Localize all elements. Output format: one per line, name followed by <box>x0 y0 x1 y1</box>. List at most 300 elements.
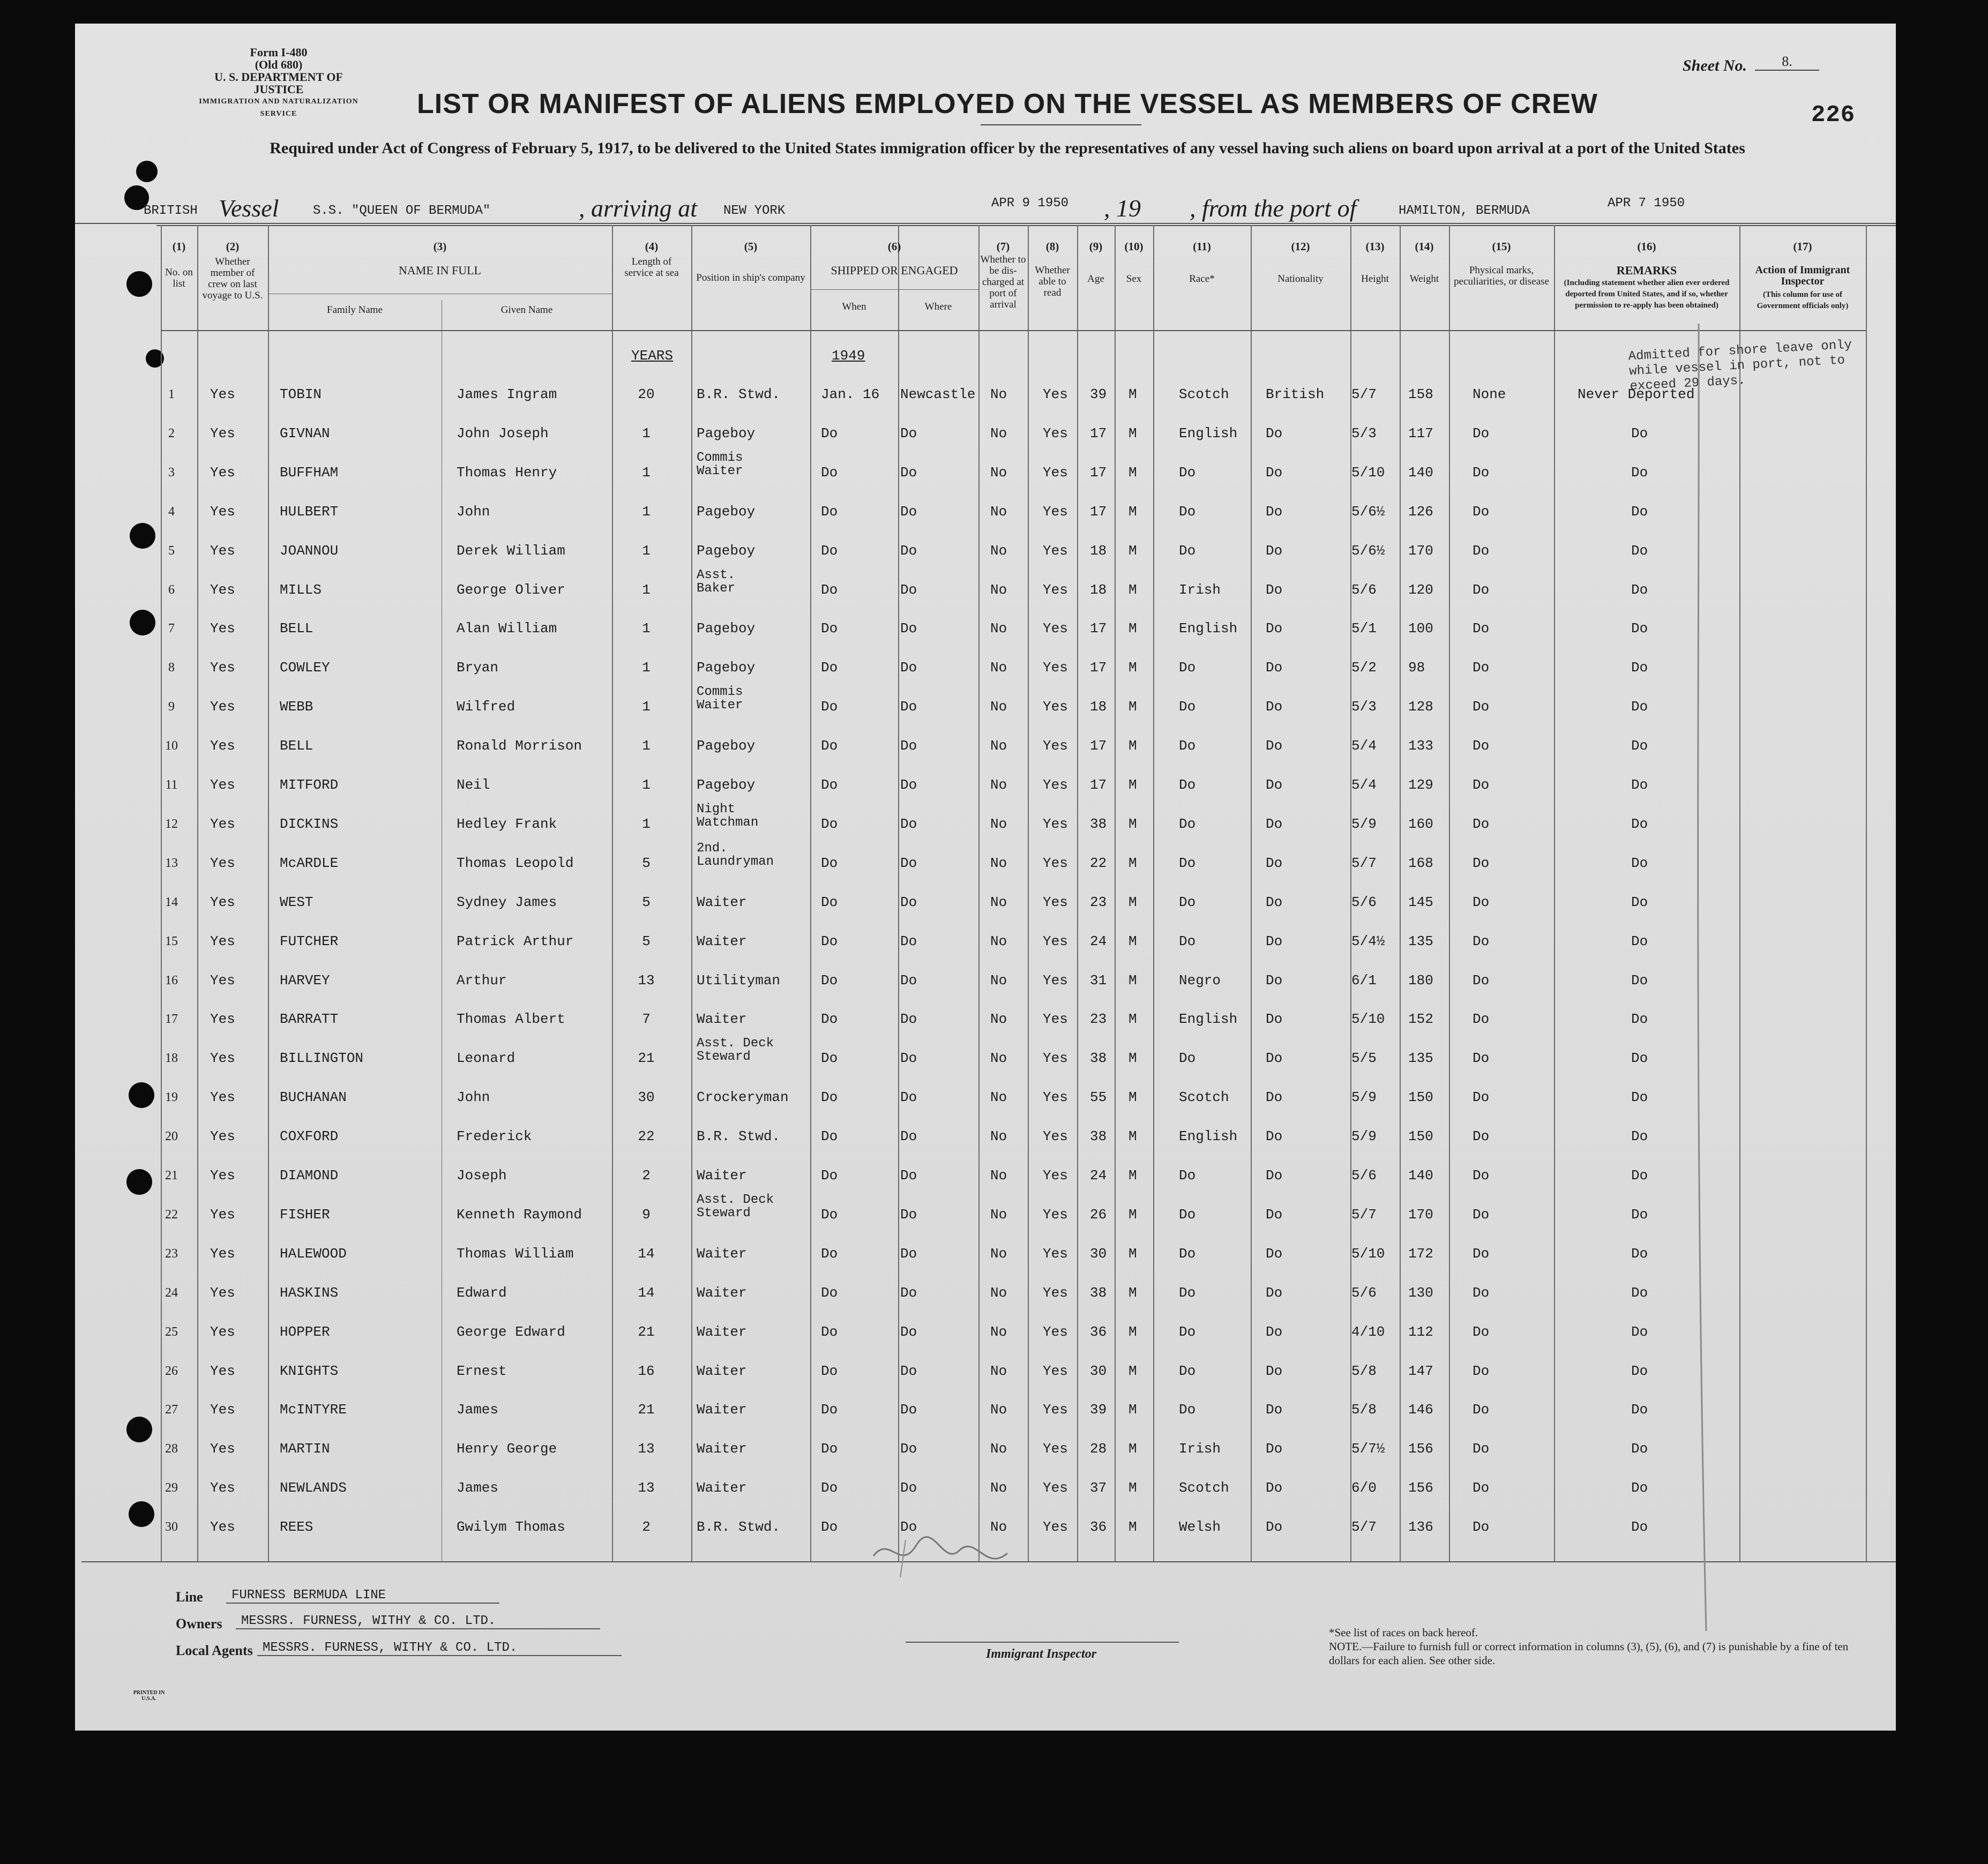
position: Waiter <box>697 1402 747 1418</box>
row-number: 8 <box>168 661 175 675</box>
nationality: Do <box>1266 1011 1283 1028</box>
weight: 150 <box>1408 1089 1433 1106</box>
remarks: Do <box>1631 1050 1648 1067</box>
col-label-c3-family: Family Name <box>327 304 383 316</box>
race: Do <box>1179 1167 1196 1184</box>
sex: M <box>1128 699 1137 715</box>
length-of-service: 13 <box>638 1441 655 1457</box>
vessel-label: Vessel <box>219 194 279 222</box>
line-label: Line <box>176 1589 203 1605</box>
shipped-when: Do <box>821 972 838 989</box>
physical-marks: Do <box>1473 815 1490 832</box>
height: 5/7½ <box>1351 1441 1385 1457</box>
col-number-c7: (7) <box>996 240 1010 253</box>
vessel-name: S.S. "QUEEN OF BERMUDA" <box>313 204 491 218</box>
given-name: John <box>457 503 490 520</box>
race: Do <box>1179 1284 1196 1301</box>
col-label-c5: Position in ship's company <box>696 272 805 283</box>
sex: M <box>1128 620 1137 637</box>
table-row <box>161 880 1866 919</box>
height: 5/8 <box>1351 1402 1377 1418</box>
weight: 128 <box>1408 699 1433 715</box>
shipped-where: Do <box>900 581 917 598</box>
given-name: Ronald Morrison <box>457 738 582 754</box>
able-to-read: Yes <box>1043 542 1068 559</box>
age: 55 <box>1090 1089 1107 1106</box>
crew-last-voyage: Yes <box>210 1284 235 1301</box>
shipped-when: Do <box>821 777 838 793</box>
remarks: Do <box>1631 699 1648 715</box>
table-row <box>161 1231 1866 1270</box>
shipped-where: Do <box>900 738 917 754</box>
position: Asst. Deck Steward <box>697 1192 774 1221</box>
remarks: Do <box>1631 738 1648 754</box>
height: 5/7 <box>1351 1519 1377 1536</box>
physical-marks: Do <box>1473 425 1490 441</box>
sex: M <box>1128 1363 1137 1379</box>
length-of-service: 1 <box>642 699 651 715</box>
punch-hole <box>130 523 155 549</box>
able-to-read: Yes <box>1043 894 1068 910</box>
nationality: Do <box>1266 855 1283 871</box>
row-number: 10 <box>165 739 178 753</box>
sex: M <box>1128 660 1137 676</box>
crew-last-voyage: Yes <box>210 620 235 637</box>
position: Commis Waiter <box>697 450 743 478</box>
given-name: Edward <box>457 1284 507 1301</box>
height: 5/6 <box>1351 894 1377 910</box>
height: 5/7 <box>1351 1206 1377 1223</box>
shipped-when: Do <box>821 1011 838 1028</box>
able-to-read: Yes <box>1043 1363 1068 1379</box>
table-row <box>161 1270 1866 1309</box>
physical-marks: Do <box>1473 894 1490 910</box>
length-of-service: 1 <box>642 815 651 832</box>
weight: 180 <box>1408 972 1433 989</box>
punch-hole <box>126 271 152 297</box>
remarks: Do <box>1631 972 1648 989</box>
table-row <box>161 841 1866 880</box>
family-name: FUTCHER <box>280 933 339 949</box>
family-name: HULBERT <box>280 503 339 520</box>
weight: 150 <box>1408 1128 1433 1145</box>
weight: 133 <box>1408 738 1433 754</box>
nationality: Do <box>1266 738 1283 754</box>
sex: M <box>1128 1011 1137 1028</box>
race: English <box>1179 620 1238 637</box>
race: Do <box>1179 660 1196 676</box>
physical-marks: Do <box>1473 1206 1490 1223</box>
weight: 145 <box>1408 894 1433 910</box>
form-old-number: (Old 680) <box>255 58 303 71</box>
able-to-read: Yes <box>1043 1167 1068 1184</box>
line-value: FURNESS BERMUDA LINE <box>226 1588 499 1604</box>
nationality: Do <box>1266 1089 1283 1106</box>
shipped-where: Do <box>900 1323 917 1340</box>
family-name: COWLEY <box>280 660 330 676</box>
weight: 156 <box>1408 1480 1433 1496</box>
department-name: U. S. DEPARTMENT OF JUSTICE <box>214 70 343 96</box>
shipped-where: Do <box>900 1245 917 1262</box>
age: 38 <box>1090 1128 1107 1145</box>
given-name: Arthur <box>457 972 507 989</box>
given-name: Bryan <box>457 660 499 676</box>
height: 5/10 <box>1351 1245 1385 1262</box>
age: 24 <box>1090 933 1107 949</box>
shipped-where: Do <box>900 1363 917 1379</box>
family-name: McINTYRE <box>280 1402 347 1418</box>
given-name: Frederick <box>457 1128 532 1145</box>
physical-marks: Do <box>1473 1284 1490 1301</box>
race: Do <box>1179 894 1196 910</box>
height: 5/2 <box>1351 660 1377 676</box>
row-number: 4 <box>168 504 175 519</box>
shipped-where: Do <box>900 1050 917 1067</box>
age: 18 <box>1090 542 1107 559</box>
race: English <box>1179 1011 1238 1028</box>
shipped-where: Do <box>900 855 917 871</box>
shipped-when: Do <box>821 1206 838 1223</box>
sex: M <box>1128 1206 1137 1223</box>
age: 37 <box>1090 1480 1107 1496</box>
crew-last-voyage: Yes <box>210 1089 235 1106</box>
crew-last-voyage: Yes <box>210 777 235 793</box>
nationality: Do <box>1266 1284 1283 1301</box>
col-number-c4: (4) <box>645 240 659 253</box>
height: 5/5 <box>1351 1050 1377 1067</box>
discharged-at-port: No <box>990 386 1007 402</box>
col-label-c11: Race* <box>1189 273 1215 285</box>
weight: 156 <box>1408 1441 1433 1457</box>
discharged-at-port: No <box>990 1402 1007 1418</box>
shipped-year-label: 1949 <box>832 348 865 364</box>
remarks: Do <box>1631 503 1648 520</box>
col-label-c16-sub: (Including statement whether alien ever ordered deported from United States, and if so, whether permission to re-apply has been obtained) <box>1564 279 1730 310</box>
col-label-c2: Whether member of crew on last voyage to U.S. <box>202 256 263 301</box>
able-to-read: Yes <box>1043 1245 1068 1262</box>
shipped-when: Do <box>821 660 838 676</box>
row-number: 3 <box>168 465 175 480</box>
header-bottom-rule <box>161 330 1866 331</box>
row-number: 19 <box>165 1090 178 1105</box>
physical-marks: Do <box>1473 464 1490 481</box>
sex: M <box>1128 1323 1137 1340</box>
weight: 168 <box>1408 855 1433 871</box>
length-of-service: 7 <box>642 1011 651 1028</box>
table-row <box>161 1349 1866 1388</box>
position: Pageboy <box>697 738 756 754</box>
age: 17 <box>1090 464 1107 481</box>
row-number: 21 <box>165 1169 178 1182</box>
shipped-where: Do <box>900 1441 917 1457</box>
race: Scotch <box>1179 386 1229 402</box>
shipped-where: Do <box>900 503 917 520</box>
crew-last-voyage: Yes <box>210 1206 235 1223</box>
shipped-when: Do <box>821 1245 838 1262</box>
sex: M <box>1128 855 1137 871</box>
race: Irish <box>1179 1441 1221 1457</box>
crew-last-voyage: Yes <box>210 1519 235 1536</box>
service-name: IMMIGRATION AND NATURALIZATION SERVICE <box>199 98 358 118</box>
weight: 98 <box>1408 660 1425 676</box>
remarks: Do <box>1631 894 1648 910</box>
sex: M <box>1128 581 1137 598</box>
table-row <box>161 762 1866 802</box>
crew-last-voyage: Yes <box>210 738 235 754</box>
race: Welsh <box>1179 1519 1221 1536</box>
length-of-service: 1 <box>642 542 651 559</box>
sex: M <box>1128 1284 1137 1301</box>
discharged-at-port: No <box>990 620 1007 637</box>
weight: 130 <box>1408 1284 1433 1301</box>
family-name: BELL <box>280 620 313 637</box>
printer-mark: PRINTED IN U.S.A. <box>133 1690 165 1702</box>
age: 39 <box>1090 1402 1107 1418</box>
shipped-when: Jan. 16 <box>821 386 880 402</box>
given-name: James <box>457 1402 499 1418</box>
shipped-where: Do <box>900 1284 917 1301</box>
physical-marks: Do <box>1473 1011 1490 1028</box>
length-of-service: 5 <box>642 933 651 949</box>
height: 5/7 <box>1351 855 1377 871</box>
discharged-at-port: No <box>990 1323 1007 1340</box>
shipped-where: Do <box>900 1011 917 1028</box>
physical-marks: Do <box>1473 581 1490 598</box>
col-number-c2: (2) <box>226 240 240 253</box>
height: 5/3 <box>1351 699 1377 715</box>
race: Do <box>1179 1245 1196 1262</box>
length-of-service: 21 <box>638 1050 655 1067</box>
table-top-rule <box>156 225 1896 226</box>
row-number: 11 <box>165 778 178 792</box>
crew-last-voyage: Yes <box>210 581 235 598</box>
row-number: 20 <box>165 1129 178 1144</box>
physical-marks: Do <box>1473 1245 1490 1262</box>
height: 5/9 <box>1351 1128 1377 1145</box>
shipped-when: Do <box>821 1519 838 1536</box>
physical-marks: Do <box>1473 542 1490 559</box>
crew-last-voyage: Yes <box>210 699 235 715</box>
race: Do <box>1179 1363 1196 1379</box>
race: Do <box>1179 1206 1196 1223</box>
family-name: BILLINGTON <box>280 1050 364 1067</box>
given-name: Thomas William <box>457 1245 574 1262</box>
length-of-service: 5 <box>642 894 651 910</box>
physical-marks: Do <box>1473 1480 1490 1496</box>
age: 31 <box>1090 972 1107 989</box>
position: Pageboy <box>697 542 756 559</box>
physical-marks: Do <box>1473 1089 1490 1106</box>
row-number: 18 <box>165 1051 178 1066</box>
sex: M <box>1128 738 1137 754</box>
weight: 172 <box>1408 1245 1433 1262</box>
able-to-read: Yes <box>1043 660 1068 676</box>
sex: M <box>1128 1441 1137 1457</box>
given-name: Ernest <box>457 1363 507 1379</box>
discharged-at-port: No <box>990 855 1007 871</box>
weight: 170 <box>1408 542 1433 559</box>
race: Do <box>1179 777 1196 793</box>
manifest-sheet <box>75 24 1896 1731</box>
row-number: 24 <box>165 1285 178 1300</box>
col-label-c9: Age <box>1087 273 1104 285</box>
table-row <box>161 723 1866 762</box>
given-name: Derek William <box>457 542 565 559</box>
position: 2nd. Laundryman <box>697 841 774 869</box>
given-name: Thomas Albert <box>457 1011 565 1028</box>
age: 24 <box>1090 1167 1107 1184</box>
physical-marks: Do <box>1473 1363 1490 1379</box>
shipped-when: Do <box>821 425 838 441</box>
vessel-flag: BRITISH <box>144 204 198 218</box>
nationality: Do <box>1266 1480 1283 1496</box>
race: English <box>1179 425 1238 441</box>
able-to-read: Yes <box>1043 1323 1068 1340</box>
able-to-read: Yes <box>1043 1441 1068 1457</box>
table-row <box>161 1426 1866 1465</box>
shipped-when: Do <box>821 1323 838 1340</box>
discharged-at-port: No <box>990 660 1007 676</box>
given-name: Hedley Frank <box>457 815 557 832</box>
remarks: Do <box>1631 1089 1648 1106</box>
physical-marks: Do <box>1473 1402 1490 1418</box>
able-to-read: Yes <box>1043 464 1068 481</box>
physical-marks: Do <box>1473 933 1490 949</box>
discharged-at-port: No <box>990 894 1007 910</box>
row-number: 26 <box>165 1364 178 1378</box>
penalty-note: NOTE.—Failure to furnish full or correct information in columns (3), (5), (6), and (7) is punishable by a fine of ten dollars for each alien. See other side. <box>1329 1640 1849 1667</box>
nationality: Do <box>1266 1245 1283 1262</box>
col-number-c3: (3) <box>433 240 447 253</box>
position: Waiter <box>697 1323 747 1340</box>
height: 5/3 <box>1351 425 1377 441</box>
discharged-at-port: No <box>990 1519 1007 1536</box>
able-to-read: Yes <box>1043 815 1068 832</box>
weight: 117 <box>1408 425 1433 441</box>
vessel-info-line <box>75 194 1896 224</box>
physical-marks: Do <box>1473 972 1490 989</box>
crew-last-voyage: Yes <box>210 542 235 559</box>
able-to-read: Yes <box>1043 620 1068 637</box>
able-to-read: Yes <box>1043 699 1068 715</box>
from-port-label: , from the port of <box>1190 194 1357 222</box>
crew-last-voyage: Yes <box>210 1323 235 1340</box>
length-of-service: 22 <box>638 1128 655 1145</box>
col-label-c15: Physical marks, peculiarities, or disease <box>1454 265 1549 287</box>
shipped-when: Do <box>821 503 838 520</box>
sex: M <box>1128 894 1137 910</box>
weight: 147 <box>1408 1363 1433 1379</box>
race: Do <box>1179 1323 1196 1340</box>
owners-label: Owners <box>176 1616 222 1631</box>
age: 17 <box>1090 425 1107 441</box>
nationality: Do <box>1266 464 1283 481</box>
crew-last-voyage: Yes <box>210 815 235 832</box>
height: 5/6½ <box>1351 503 1385 520</box>
local-agents-value: MESSRS. FURNESS, WITHY & CO. LTD. <box>257 1641 622 1656</box>
sex: M <box>1128 1245 1137 1262</box>
height: 5/6 <box>1351 581 1377 598</box>
remarks: Do <box>1631 815 1648 832</box>
race: Do <box>1179 933 1196 949</box>
age: 17 <box>1090 738 1107 754</box>
arrival-date: APR 9 1950 <box>991 196 1069 211</box>
remarks: Do <box>1631 660 1648 676</box>
length-of-service: 1 <box>642 503 651 520</box>
discharged-at-port: No <box>990 1206 1007 1223</box>
col-label-c13: Height <box>1361 273 1389 285</box>
given-name: Kenneth Raymond <box>457 1206 582 1223</box>
punch-hole <box>130 610 155 635</box>
height: 5/4½ <box>1351 933 1385 949</box>
physical-marks: Do <box>1473 660 1490 676</box>
shipped-where: Do <box>900 972 917 989</box>
discharged-at-port: No <box>990 1284 1007 1301</box>
shipped-when: Do <box>821 815 838 832</box>
nationality: Do <box>1266 1402 1283 1418</box>
shipped-where: Do <box>900 660 917 676</box>
col-number-c1: (1) <box>172 240 186 253</box>
weight: 146 <box>1408 1402 1433 1418</box>
position: Pageboy <box>697 425 756 441</box>
table-row <box>161 1153 1866 1192</box>
nationality: Do <box>1266 1050 1283 1067</box>
remarks: Do <box>1631 425 1648 441</box>
nationality: Do <box>1266 815 1283 832</box>
sex: M <box>1128 777 1137 793</box>
able-to-read: Yes <box>1043 1402 1068 1418</box>
col-label-c17: Action of Immigrant Inspector <box>1755 264 1850 287</box>
col-label-c7: Whether to be dis-charged at port of arrival <box>980 254 1026 310</box>
row-number: 23 <box>165 1246 178 1261</box>
family-name: McARDLE <box>280 855 339 871</box>
weight: 136 <box>1408 1519 1433 1536</box>
weight: 140 <box>1408 464 1433 481</box>
position: Asst. Deck Steward <box>697 1036 774 1065</box>
shipped-when: Do <box>821 620 838 637</box>
punch-hole <box>126 1417 152 1442</box>
position: Night Watchman <box>697 802 759 830</box>
row-number: 16 <box>165 973 178 987</box>
shipped-where: Do <box>900 894 917 910</box>
inspector-scribble <box>868 1524 1029 1583</box>
weight: 170 <box>1408 1206 1433 1223</box>
length-of-service: 1 <box>642 425 651 441</box>
shipped-where: Do <box>900 777 917 793</box>
age: 36 <box>1090 1323 1107 1340</box>
sex: M <box>1128 1519 1137 1536</box>
given-name: James Ingram <box>457 386 557 402</box>
col-label-c6-when: When <box>842 301 866 312</box>
remarks: Do <box>1631 1167 1648 1184</box>
document-subtitle: Required under Act of Congress of February 5, 1917, to be delivered to the United States immigration officer by the representatives of any vessel having such aliens on board upon arrival at a port of the United States <box>270 139 1745 157</box>
race: Do <box>1179 855 1196 871</box>
given-name: Wilfred <box>457 699 515 715</box>
remarks: Do <box>1631 1363 1648 1379</box>
height: 5/9 <box>1351 815 1377 832</box>
physical-marks: Do <box>1473 1128 1490 1145</box>
row-number: 15 <box>165 934 178 948</box>
sex: M <box>1128 425 1137 441</box>
table-row <box>161 997 1866 1036</box>
length-of-service: 13 <box>638 972 655 989</box>
given-name: Joseph <box>457 1167 507 1184</box>
shipped-where: Do <box>900 699 917 715</box>
physical-marks: Do <box>1473 1050 1490 1067</box>
able-to-read: Yes <box>1043 738 1068 754</box>
sex: M <box>1128 972 1137 989</box>
nationality: Do <box>1266 1441 1283 1457</box>
